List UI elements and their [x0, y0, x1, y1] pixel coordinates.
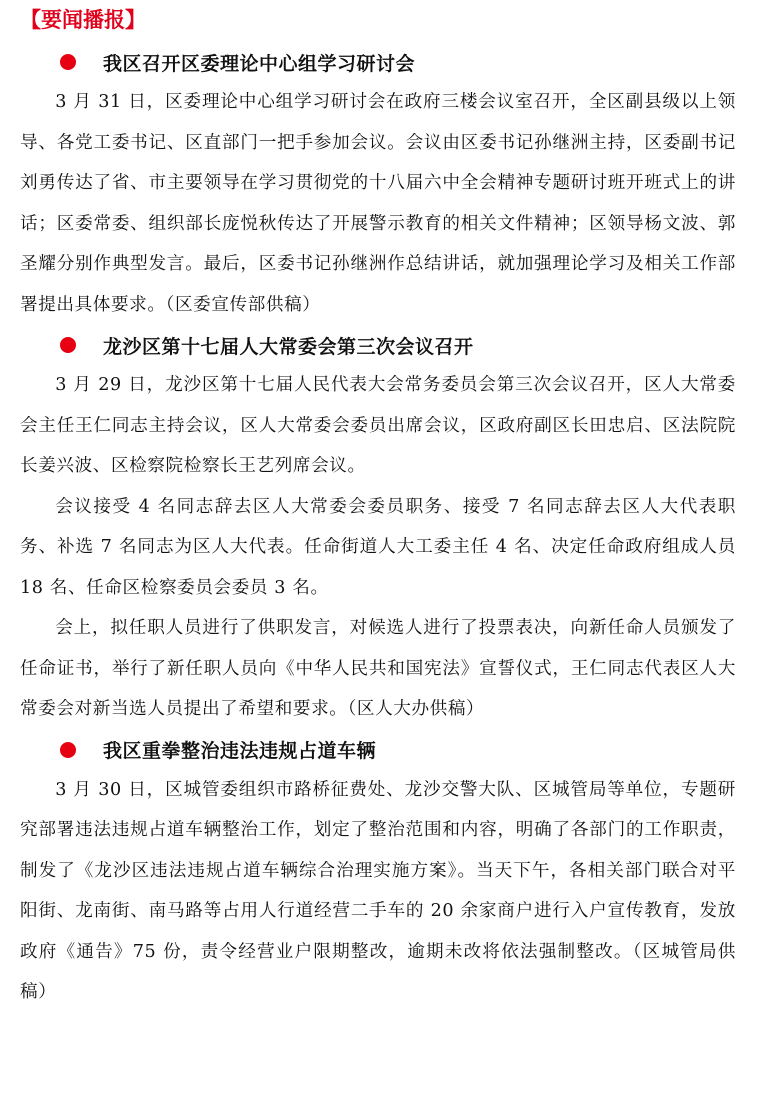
red-dot-bullet-icon [60, 742, 76, 758]
news-headline [20, 42, 736, 82]
headline-text: 龙沙区第十七届人大常委会第三次会议召开 [103, 335, 474, 358]
news-headline [20, 730, 736, 770]
news-headline [20, 325, 736, 365]
red-dot-bullet-icon [60, 337, 76, 353]
news-item-2 [20, 325, 736, 730]
news-item-3 [20, 730, 736, 1013]
news-paragraph: 会议接受 4 名同志辞去区人大常委会委员职务、接受 7 名同志辞去区人大代表职务、补选 7 名同志为区人大代表。任命街道人大工委主任 4 名、决定任命政府组成人员 18 名、任命区检察委员会委员 3 名。 [20, 496, 736, 598]
news-paragraph: 3 月 29 日，龙沙区第十七届人民代表大会常务委员会第三次会议召开，区人大常委会主任王仁同志主持会议，区人大常委会委员出席会议，区政府副区长田忠启、区法院院长姜兴波、区检察院检察长王艺列席会议。 [20, 375, 736, 476]
news-paragraph: 3 月 30 日，区城管委组织市路桥征费处、龙沙交警大队、区城管局等单位，专题研究部署违法违规占道车辆整治工作，划定了整治范围和内容，明确了各部门的工作职责，制发了《龙沙区违法违规占道车辆综合治理实施方案》。当天下午，各相关部门联合对平阳街、龙南街、南马路等占用人行道经营二手车的 20 余家商户进行入户宣传教育，发放政府《通告》75 份，责令经营业户限期整改，逾期未改将依法强制整改。（区城管局供稿） [20, 779, 736, 1002]
red-dot-bullet-icon [60, 54, 76, 70]
news-paragraph: 会上，拟任职人员进行了供职发言，对候选人进行了投票表决，向新任命人员颁发了任命证书，举行了新任职人员向《中华人民共和国宪法》宣誓仪式，王仁同志代表区人大常委会对新当选人员提出了希望和要求。（区人大办供稿） [20, 618, 736, 719]
news-paragraph: 3 月 31 日，区委理论中心组学习研讨会在政府三楼会议室召开，全区副县级以上领导、各党工委书记、区直部门一把手参加会议。会议由区委书记孙继洲主持，区委副书记刘勇传达了省、市主要领导在学习贯彻党的十八届六中全会精神专题研讨班开班式上的讲话；区委常委、组织部长庞悦秋传达了开展警示教育的相关文件精神；区领导杨文波、郭圣耀分别作典型发言。最后，区委书记孙继洲作总结讲话，就加强理论学习及相关工作部署提出具体要求。（区委宣传部供稿） [20, 92, 736, 315]
news-item-1 [20, 42, 736, 325]
section-title: 【要闻播报】 [20, 8, 146, 32]
headline-text: 我区重拳整治违法违规占道车辆 [103, 740, 377, 762]
headline-text: 我区召开区委理论中心组学习研讨会 [103, 52, 416, 75]
